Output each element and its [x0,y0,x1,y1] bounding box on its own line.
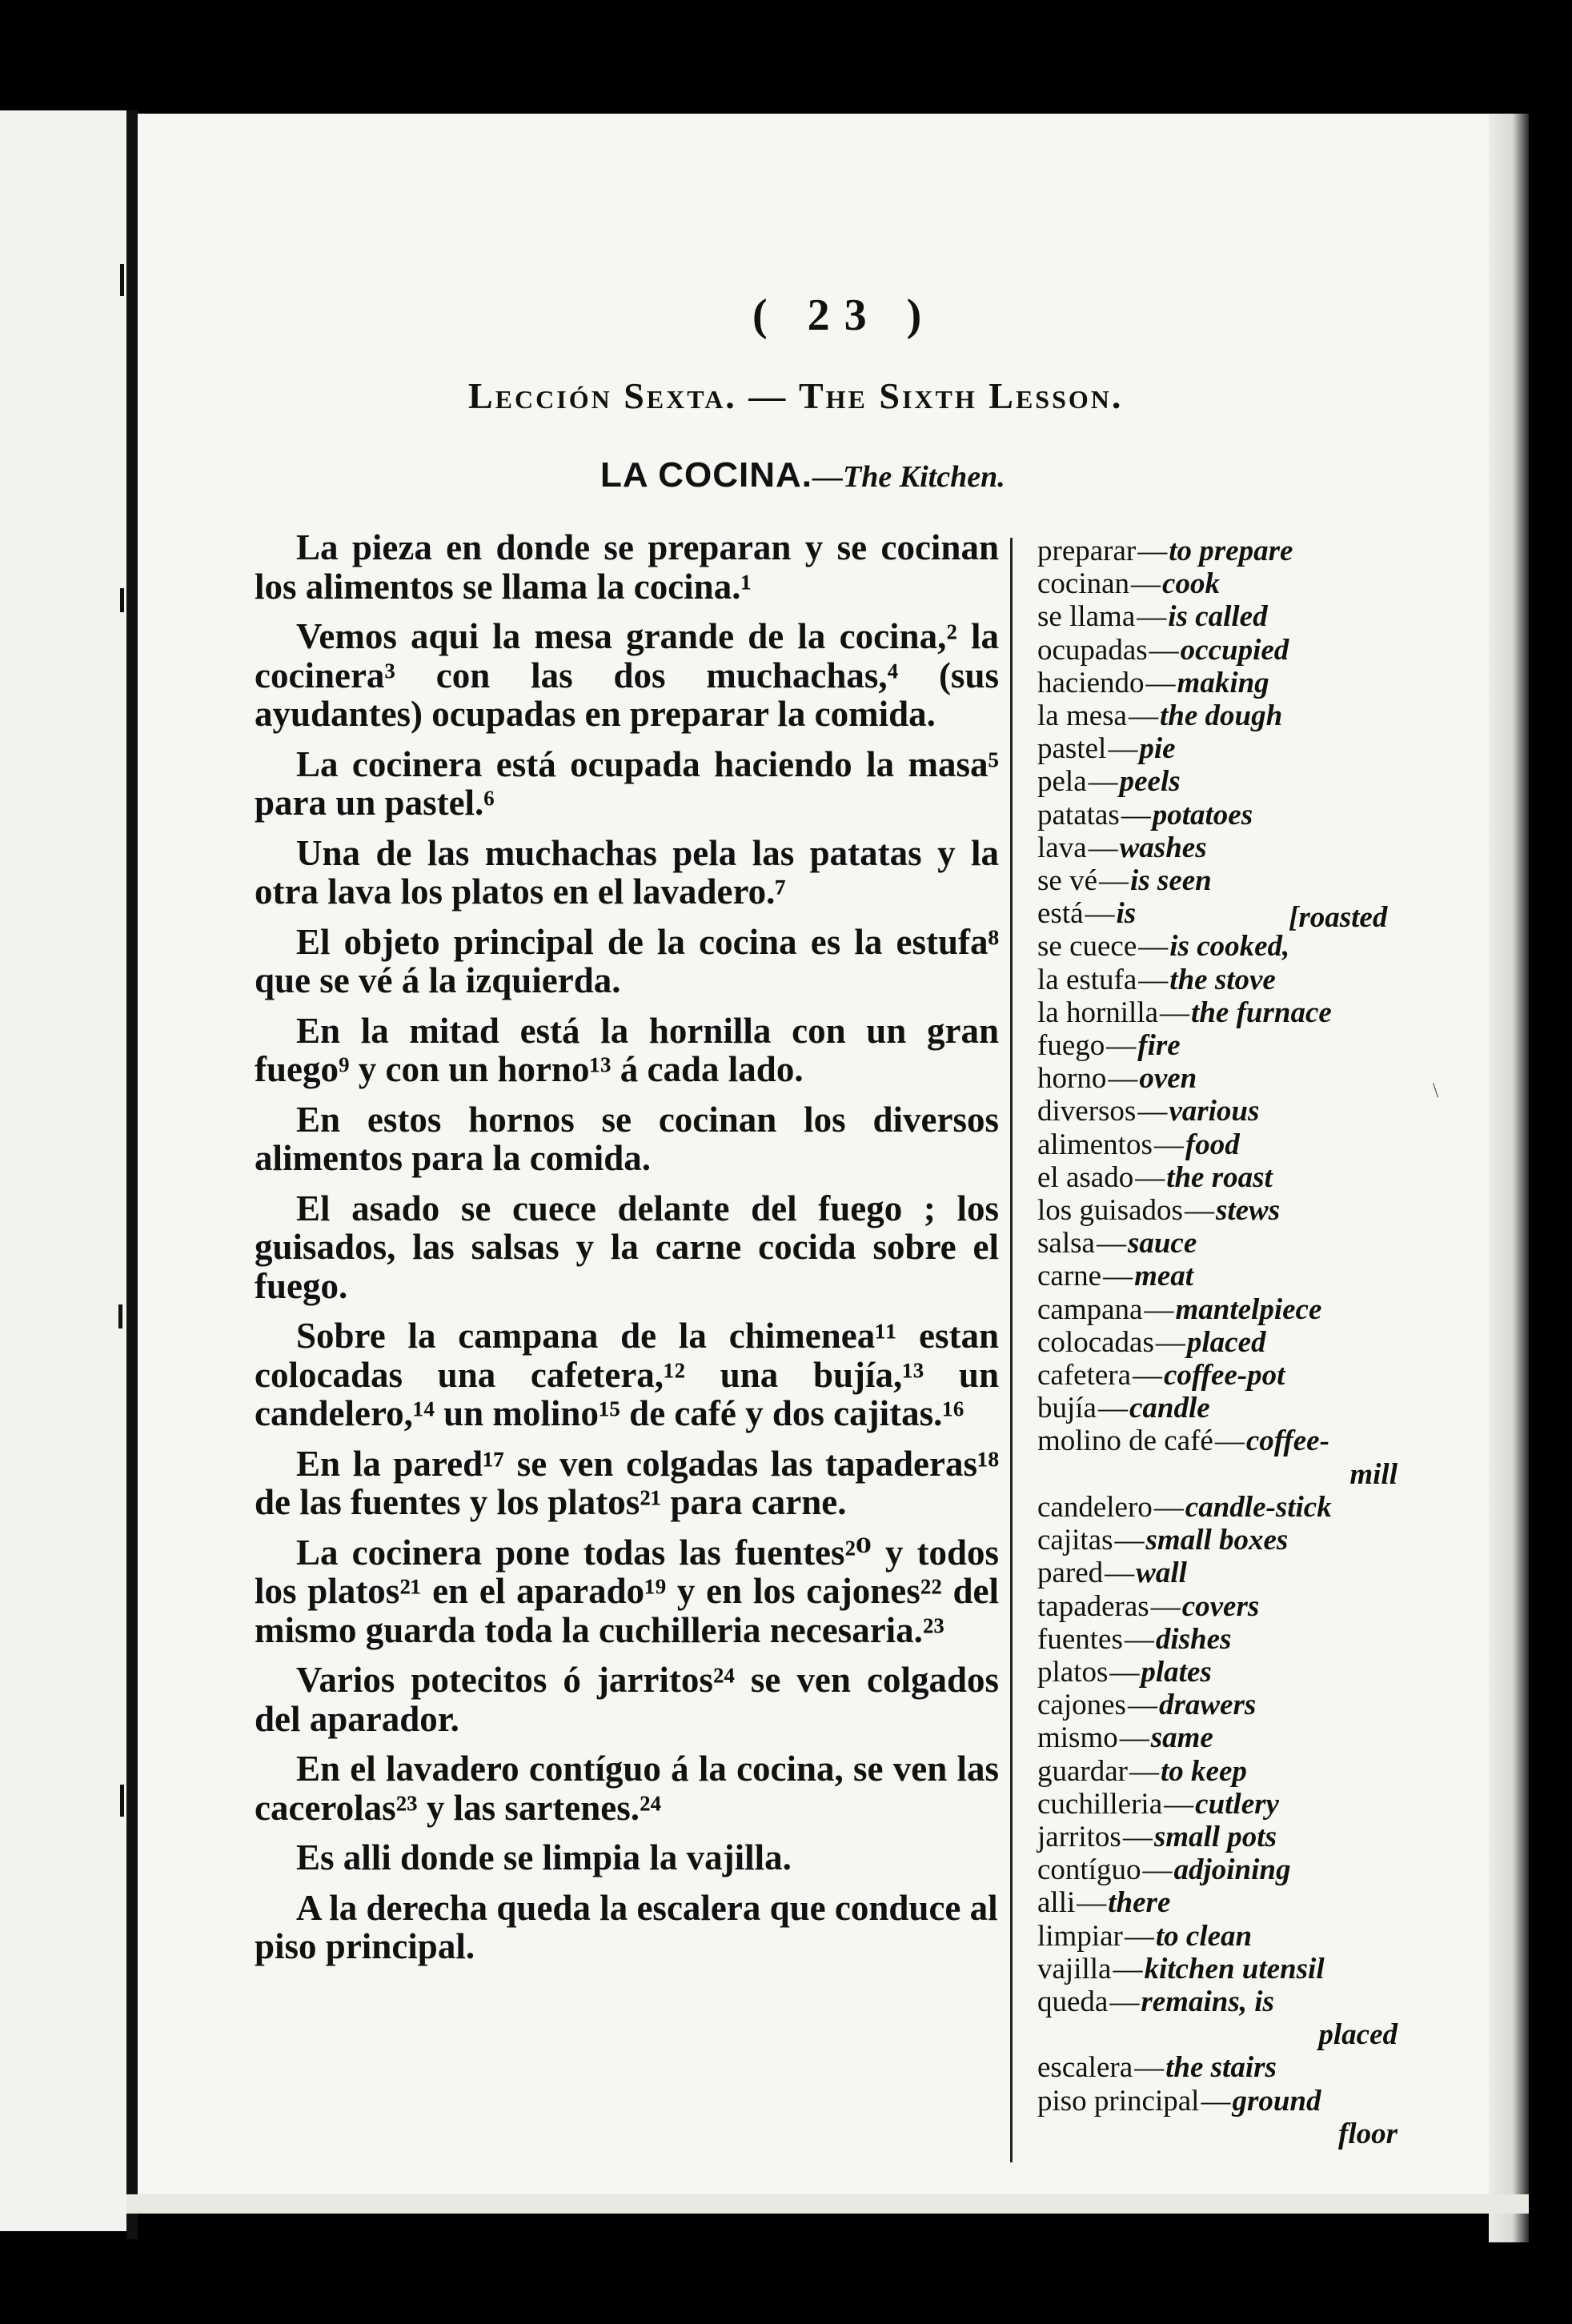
column-divider [1010,538,1013,2162]
vocabulary-dash: — [1153,1490,1184,1524]
vocabulary-spanish: cocinan [1037,567,1130,601]
vocabulary-dash: — [1142,1853,1173,1887]
paragraph: Vemos aqui la mesa grande de la cocina,² la cocinera³ con las dos muchachas,⁴ (sus ayudantes) ocupadas en preparar la comida. [255,616,999,734]
vocabulary-spanish: se cuece [1037,930,1137,964]
vocabulary-entry [1037,1821,1398,1853]
vocabulary-list [1037,535,1398,2150]
vocabulary-entry [1037,1424,1398,1490]
vocabulary-spanish: preparar [1037,535,1137,567]
lesson-body-text [255,528,999,1977]
vocabulary-dash: — [1155,1325,1185,1359]
vocabulary-dash: — [1119,1721,1149,1755]
vocabulary-entry [1037,1689,1398,1721]
vocabulary-entry [1037,1161,1398,1194]
vocabulary-dash: — [1137,535,1168,567]
vocabulary-dash: — [1160,996,1190,1029]
vocabulary-entry [1037,1260,1398,1292]
paragraph: La cocinera pone todas las fuentes²⁰ y todos los platos²¹ en el aparado¹⁹ y en los cajones²² del mismo guarda toda la cuchilleria necesaria.²³ [255,1532,999,1650]
paragraph: El asado se cuece delante del fuego ; los guisados, las salsas y la carne cocida sobre el fuego. [255,1188,999,1306]
adjacent-page-edge [0,110,126,2231]
vocabulary-entry [1037,831,1398,864]
vocabulary-english: the furnace [1191,996,1332,1029]
vocabulary-spanish: la estufa [1037,963,1137,996]
vocabulary-entry [1037,765,1398,798]
vocabulary-spanish: patatas [1037,798,1120,831]
paragraph: Sobre la campana de la chimenea¹¹ estan colocadas una cafetera,¹² una bujía,¹³ un candelero,¹⁴ un molino¹⁵ de café y dos cajitas.¹⁶ [255,1316,999,1433]
vocabulary-english: the roast [1166,1160,1273,1194]
vocabulary-spanish: se llama [1037,600,1136,634]
vocabulary-english: various [1169,1095,1260,1128]
vocabulary-entry [1037,1293,1398,1326]
topic-title [600,455,1005,495]
paragraph: El objeto principal de la cocina es la estufa⁸ que se vé á la izquierda. [255,921,999,1000]
vocabulary-dash: — [1138,930,1169,964]
vocabulary-entry [1037,799,1398,831]
vocabulary-spanish: la hornilla [1037,996,1159,1029]
vocabulary-english: occupied [1180,633,1289,667]
page-bottom-edge [126,2194,1529,2214]
vocabulary-entry [1037,1326,1398,1359]
vocabulary-entry [1037,1656,1398,1689]
paragraph: Es alli donde se limpia la vajilla. [296,1837,792,1877]
vocabulary-entry [1037,1755,1398,1788]
vocabulary-dash: — [1088,765,1118,799]
vocabulary-english: there [1108,1886,1171,1920]
vocabulary-entry [1037,1721,1398,1754]
vocabulary-spanish: queda [1037,1985,1109,2018]
vocabulary-entry [1037,732,1398,765]
vocabulary-entry [1037,634,1398,667]
vocabulary-english: kitchen utensil [1144,1952,1325,1985]
vocabulary-spanish: ocupadas [1037,633,1148,667]
vocabulary-spanish: diversos [1037,1095,1137,1128]
vocabulary-english: candle [1129,1392,1210,1425]
vocabulary-dash: — [1108,732,1138,766]
paragraph: Una de las muchachas pela las patatas y la otra lava los platos en el lavadero.⁷ [255,832,999,912]
vocabulary-dash: — [1099,864,1129,898]
vocabulary-english: coffee- [1245,1424,1329,1458]
vocabulary-dash: — [1109,1985,1140,2018]
vocabulary-dash: — [1184,1194,1214,1228]
vocabulary-dash: — [1113,1952,1143,1985]
vocabulary-english: sauce [1127,1227,1197,1260]
vocabulary-spanish: cajones [1037,1689,1126,1722]
vocabulary-entry [1037,1886,1398,1919]
vocabulary-spanish: carne [1037,1260,1102,1293]
vocabulary-spanish: cafetera [1037,1359,1132,1392]
page-number: ( 23 ) [752,290,936,340]
vocabulary-dash: — [1137,600,1167,634]
vocabulary-english: is cooked, [1169,930,1290,964]
vocabulary-dash: — [1164,1787,1194,1821]
vocabulary-spanish: platos [1037,1655,1109,1689]
vocabulary-english: meat [1134,1260,1194,1293]
paragraph: En la mitad está la hornilla con un gran fuego⁹ y con un horno¹³ á cada lado. [255,1010,999,1089]
vocabulary-english-continued: floor [1338,2117,1398,2150]
vocabulary-english: dishes [1155,1622,1232,1656]
vocabulary-dash: — [1133,1359,1163,1392]
paragraph: En la pared¹⁷ se ven colgadas las tapaderas¹⁸ de las fuentes y los platos²¹ para carne. [255,1443,999,1522]
vocabulary-dash: — [1127,1689,1157,1722]
vocabulary-english: to prepare [1169,535,1293,567]
vocabulary-spanish: jarritos [1037,1820,1121,1853]
vocabulary-english: peels [1119,765,1181,799]
vocabulary-english: making [1177,666,1269,699]
vocabulary-dash: — [1134,2051,1165,2085]
vocabulary-dash: — [1088,831,1118,864]
vocabulary-spanish: la mesa [1037,699,1127,733]
vocabulary-english: covers [1181,1589,1260,1623]
vocabulary-entry [1037,699,1398,732]
vocabulary-spanish: se vé [1037,864,1097,898]
vocabulary-entry [1037,1029,1398,1062]
paragraph: En el lavadero contíguo á la cocina, se ven las cacerolas²³ y las sartenes.²⁴ [255,1749,999,1828]
vocabulary-dash: — [1085,897,1115,931]
vocabulary-entry [1037,1623,1398,1656]
vocabulary-entry [1037,2051,1398,2084]
topic-title-spanish: LA COCINA. [600,455,813,495]
vocabulary-spanish: bujía [1037,1392,1097,1425]
gutter-mark [118,1304,122,1328]
vocabulary-spanish: los guisados [1037,1194,1183,1228]
vocabulary-entry [1037,1392,1398,1424]
gutter-mark [120,1785,124,1817]
vocabulary-spanish: colocadas [1037,1325,1154,1359]
vocabulary-english: cutlery [1195,1787,1279,1821]
vocabulary-english: cook [1162,567,1220,601]
vocabulary-entry [1037,1491,1398,1524]
page-edge-shadow [1489,114,1529,2242]
vocabulary-entry [1037,1557,1398,1589]
vocabulary-dash: — [1103,1260,1133,1293]
vocabulary-english: coffee-pot [1164,1359,1285,1392]
vocabulary-entry [1037,567,1398,600]
vocabulary-spanish: lava [1037,831,1087,864]
vocabulary-spanish: mismo [1037,1721,1118,1755]
vocabulary-dash: — [1124,1622,1154,1656]
vocabulary-spanish: salsa [1037,1227,1095,1260]
vocabulary-english: wall [1136,1557,1187,1590]
vocabulary-english: remains, is [1141,1985,1274,2018]
vocabulary-english: small boxes [1145,1524,1289,1557]
vocabulary-english: food [1185,1128,1240,1161]
vocabulary-dash: — [1149,633,1179,667]
vocabulary-dash: — [1137,1095,1168,1128]
vocabulary-dash: — [1096,1227,1126,1260]
vocabulary-dash: — [1097,1392,1128,1425]
vocabulary-dash: — [1114,1524,1145,1557]
vocabulary-english: placed [1186,1325,1266,1359]
vocabulary-english: ground [1232,2084,1321,2118]
vocabulary-dash: — [1105,1557,1135,1590]
gutter-mark [120,264,124,296]
vocabulary-entry [1037,1985,1398,2051]
vocabulary-entry [1037,930,1398,963]
vocabulary-english: plates [1141,1655,1212,1689]
paragraph: En estos hornos se cocinan los diversos alimentos para la comida. [255,1099,999,1178]
vocabulary-english: to keep [1161,1754,1247,1788]
vocabulary-entry [1037,1194,1398,1227]
paragraph: La pieza en donde se preparan y se cocinan los alimentos se llama la cocina.¹ [255,527,999,607]
vocabulary-english: small pots [1153,1820,1277,1853]
vocabulary-dash: — [1109,1655,1140,1689]
vocabulary-spanish: limpiar [1037,1919,1123,1953]
vocabulary-spanish: candelero [1037,1490,1153,1524]
vocabulary-dash: — [1106,1029,1137,1063]
vocabulary-english: washes [1119,831,1207,864]
vocabulary-dash: — [1077,1886,1107,1920]
vocabulary-english: is seen [1130,864,1212,898]
vocabulary-english: is called [1168,600,1268,634]
vocabulary-spanish: cuchilleria [1037,1787,1163,1821]
vocabulary-dash: — [1121,798,1151,831]
vocabulary-dash: — [1108,1062,1138,1096]
vocabulary-spanish: piso principal [1037,2084,1200,2118]
vocabulary-entry [1037,1524,1398,1557]
vocabulary-dash: — [1122,1820,1153,1853]
vocabulary-spanish: está [1037,897,1084,931]
vocabulary-dash: — [1138,963,1169,996]
vocabulary-english: candle-stick [1185,1490,1332,1524]
vocabulary-spanish: contíguo [1037,1853,1141,1887]
binding-gutter [126,110,138,2239]
vocabulary-entry [1037,1062,1398,1095]
topic-title-english: —The Kitchen. [812,460,1005,494]
vocabulary-spanish: pared [1037,1557,1104,1590]
vocabulary-english: drawers [1158,1689,1257,1722]
vocabulary-entry [1037,1590,1398,1623]
vocabulary-entry [1037,535,1398,567]
vocabulary-spanish: el asado [1037,1160,1134,1194]
margin-mark: \ [1433,1079,1439,1102]
vocabulary-entry [1037,1128,1398,1161]
vocabulary-entry [1037,1095,1398,1128]
vocabulary-english: the dough [1159,699,1283,733]
vocabulary-dash: — [1131,567,1161,601]
vocabulary-spanish: cajitas [1037,1524,1113,1557]
vocabulary-dash: — [1144,1292,1174,1326]
lesson-title: Lección Sexta. — The Sixth Lesson. [468,375,1124,416]
vocabulary-entry [1037,996,1398,1029]
vocabulary-dash: — [1145,666,1176,699]
vocabulary-english: fire [1137,1029,1181,1063]
vocabulary-english: oven [1139,1062,1197,1096]
vocabulary-english-continued: placed [1318,2018,1398,2052]
vocabulary-entry [1037,667,1398,699]
vocabulary-english: the stove [1169,963,1276,996]
vocabulary-spanish: tapaderas [1037,1589,1149,1623]
vocabulary-entry [1037,864,1398,897]
vocabulary-spanish: pastel [1037,732,1107,766]
vocabulary-english: is [1116,897,1137,931]
vocabulary-spanish: alli [1037,1886,1076,1920]
vocabulary-spanish: fuentes [1037,1622,1123,1656]
vocabulary-side-note: [roasted [1289,901,1388,934]
vocabulary-english: stews [1215,1194,1281,1228]
vocabulary-entry [1037,2085,1398,2150]
vocabulary-english: same [1150,1721,1213,1755]
vocabulary-spanish: escalera [1037,2051,1133,2085]
vocabulary-dash: — [1135,1160,1165,1194]
vocabulary-dash: — [1150,1589,1181,1623]
vocabulary-spanish: molino de café [1037,1424,1213,1458]
paragraph: A la derecha queda la escalera que conduce al piso principal. [255,1887,998,1966]
vocabulary-entry [1037,1953,1398,1985]
vocabulary-entry [1037,1227,1398,1260]
vocabulary-spanish: fuego [1037,1029,1105,1063]
vocabulary-spanish: guardar [1037,1754,1128,1788]
vocabulary-english: mantelpiece [1175,1292,1322,1326]
vocabulary-english: to clean [1155,1919,1253,1953]
vocabulary-english: adjoining [1173,1853,1291,1887]
vocabulary-dash: — [1153,1128,1184,1161]
vocabulary-entry [1037,600,1398,633]
vocabulary-dash: — [1128,699,1158,733]
vocabulary-entry [1037,1853,1398,1886]
paragraph: La cocinera está ocupada haciendo la masa⁵ para un pastel.⁶ [255,743,999,823]
vocabulary-english: the stairs [1165,2051,1277,2085]
vocabulary-spanish: horno [1037,1062,1107,1096]
vocabulary-entry [1037,1359,1398,1392]
vocabulary-spanish: alimentos [1037,1128,1153,1161]
gutter-mark [120,588,124,612]
vocabulary-spanish: campana [1037,1292,1143,1326]
vocabulary-spanish: haciendo [1037,666,1145,699]
vocabulary-dash: — [1214,1424,1245,1458]
vocabulary-english-continued: mill [1349,1457,1398,1491]
vocabulary-dash: — [1129,1754,1159,1788]
vocabulary-dash: — [1201,2084,1231,2118]
vocabulary-entry [1037,1788,1398,1821]
vocabulary-spanish: vajilla [1037,1952,1112,1985]
vocabulary-english: potatoes [1152,798,1253,831]
vocabulary-dash: — [1124,1919,1154,1953]
vocabulary-spanish: pela [1037,765,1087,799]
vocabulary-english: pie [1139,732,1176,766]
vocabulary-entry [1037,1920,1398,1953]
vocabulary-entry [1037,964,1398,996]
paragraph: Varios potecitos ó jarritos²⁴ se ven colgados del aparador. [255,1660,999,1739]
